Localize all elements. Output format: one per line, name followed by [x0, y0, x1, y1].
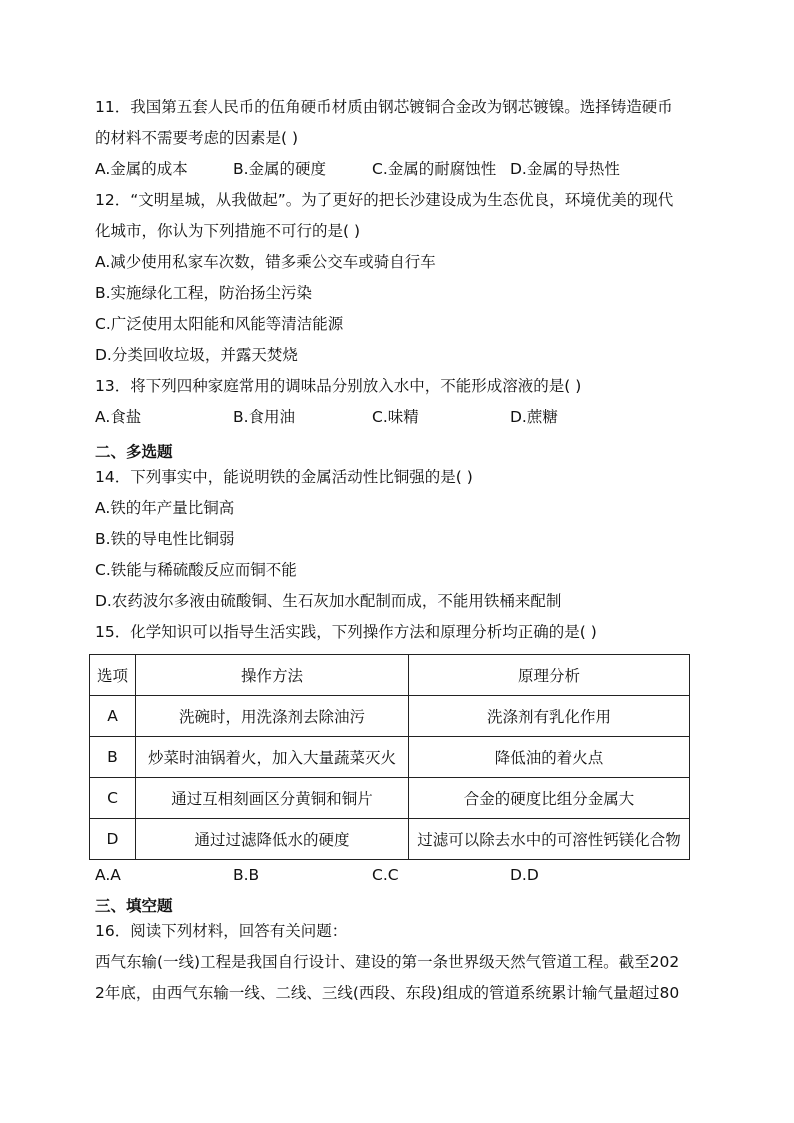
q12-option-b: B.实施绿化工程，防治扬尘污染 [95, 284, 313, 302]
section-heading-fill-in: 三、填空题 [95, 897, 173, 915]
q15-option-d: D.D [510, 866, 539, 884]
q15-stem: 15．化学知识可以指导生活实践，下列操作方法和原理分析均正确的是( ) [95, 623, 597, 641]
q11-stem-line1: 11．我国第五套人民币的伍角硬币材质由钢芯镀铜合金改为钢芯镀镍。选择铸造硬币 [95, 98, 673, 116]
table-cell: A [90, 696, 136, 737]
q15-table [89, 654, 690, 860]
section-heading-multiple-choice: 二、多选题 [95, 443, 173, 461]
table-cell: 合金的硬度比组分金属大 [409, 778, 690, 819]
table-cell: D [90, 819, 136, 860]
q16-passage-line2: 2年底，由西气东输一线、二线、三线(西段、东段)组成的管道系统累计输气量超过80 [95, 984, 680, 1002]
q12-stem-line2: 化城市，你认为下列措施不可行的是( ) [95, 222, 361, 240]
table-row [90, 819, 690, 860]
q16-passage-line1: 西气东输(一线)工程是我国自行设计、建设的第一条世界级天然气管道工程。截至202 [95, 953, 680, 971]
q11-option-b: B.金属的硬度 [233, 160, 327, 178]
q14-option-b: B.铁的导电性比铜弱 [95, 530, 235, 548]
q16-stem: 16．阅读下列材料，回答有关问题： [95, 922, 348, 940]
table-cell: 降低油的着火点 [409, 737, 690, 778]
table-row [90, 696, 690, 737]
table-cell: B [90, 737, 136, 778]
table-cell: 洗涤剂有乳化作用 [409, 696, 690, 737]
table-header-row [90, 655, 690, 696]
q15-option-c: C.C [372, 866, 399, 884]
table-row [90, 737, 690, 778]
table-cell: 洗碗时，用洗涤剂去除油污 [136, 696, 409, 737]
q13-option-c: C.味精 [372, 408, 419, 426]
table-header-principle: 原理分析 [409, 655, 690, 696]
q13-option-d: D.蔗糖 [510, 408, 558, 426]
q15-option-b: B.B [233, 866, 260, 884]
q14-option-a: A.铁的年产量比铜高 [95, 499, 235, 517]
q11-stem-line2: 的材料不需要考虑的因素是( ) [95, 129, 299, 147]
table-cell: C [90, 778, 136, 819]
q13-option-b: B.食用油 [233, 408, 296, 426]
table-header-option: 选项 [90, 655, 136, 696]
q11-option-d: D.金属的导热性 [510, 160, 620, 178]
q12-option-c: C.广泛使用太阳能和风能等清洁能源 [95, 315, 344, 333]
q12-option-a: A.减少使用私家车次数，错多乘公交车或骑自行车 [95, 253, 436, 271]
table-row [90, 778, 690, 819]
table-cell: 通过过滤降低水的硬度 [136, 819, 409, 860]
table-cell: 炒菜时油锅着火，加入大量蔬菜灭火 [136, 737, 409, 778]
q14-option-c: C.铁能与稀硫酸反应而铜不能 [95, 561, 297, 579]
q13-option-a: A.食盐 [95, 408, 142, 426]
table-header-method: 操作方法 [136, 655, 409, 696]
q15-option-a: A.A [95, 866, 121, 884]
q14-option-d: D.农药波尔多液由硫酸铜、生石灰加水配制而成，不能用铁桶来配制 [95, 592, 562, 610]
q13-stem: 13．将下列四种家庭常用的调味品分别放入水中，不能形成溶液的是( ) [95, 377, 582, 395]
q14-stem: 14．下列事实中，能说明铁的金属活动性比铜强的是( ) [95, 468, 473, 486]
q12-option-d: D.分类回收垃圾，并露天焚烧 [95, 346, 298, 364]
q11-option-c: C.金属的耐腐蚀性 [372, 160, 497, 178]
table-cell: 过滤可以除去水中的可溶性钙镁化合物 [409, 819, 690, 860]
table-cell: 通过互相刻画区分黄铜和铜片 [136, 778, 409, 819]
q12-stem-line1: 12．“文明星城，从我做起”。为了更好的把长沙建设成为生态优良，环境优美的现代 [95, 191, 674, 209]
q11-option-a: A.金属的成本 [95, 160, 188, 178]
